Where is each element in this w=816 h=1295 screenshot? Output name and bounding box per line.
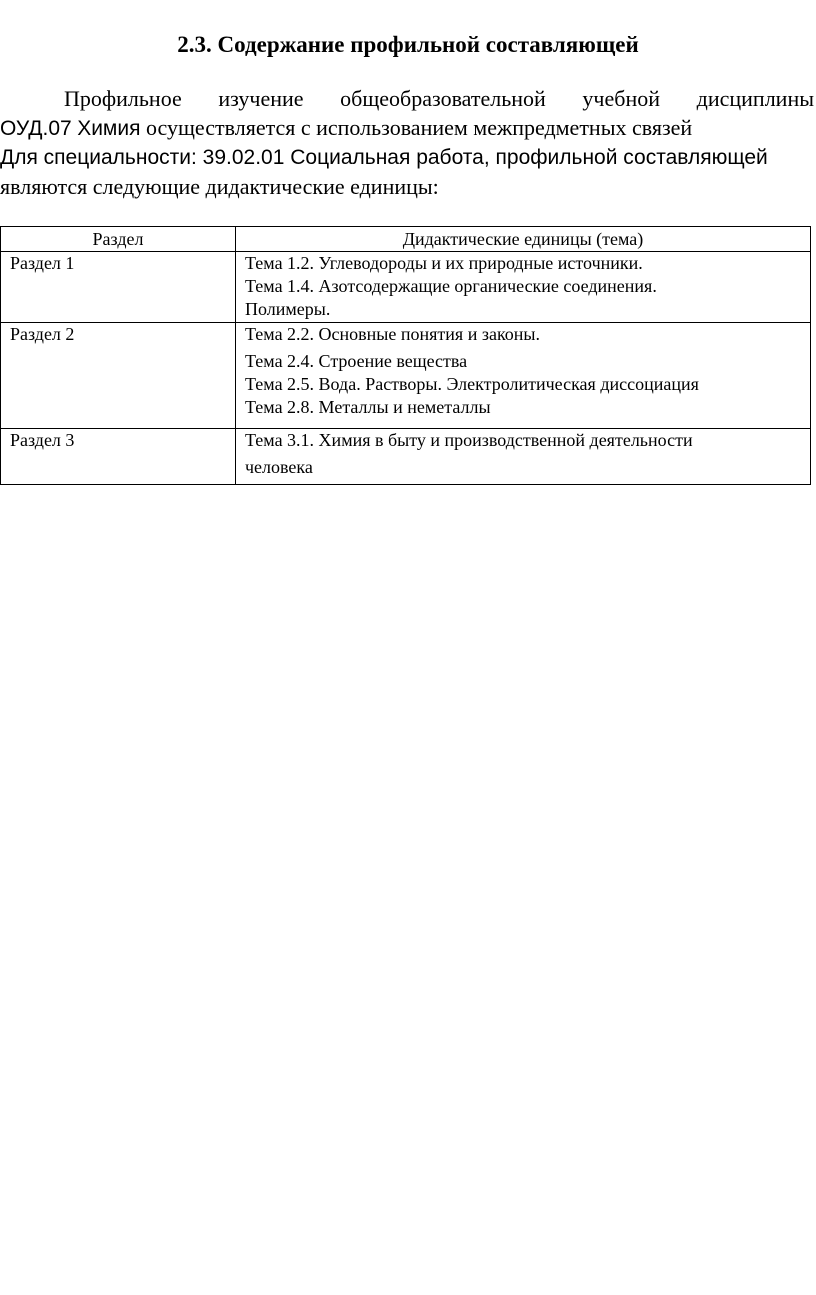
topics-cell — [236, 323, 811, 429]
table-row — [1, 323, 811, 429]
topics-cell — [236, 429, 811, 485]
discipline-code: ОУД.07 — [0, 117, 72, 140]
topic-item: Тема 3.1. Химия в быту и производственной деятельности — [245, 430, 693, 450]
topic-item: человека — [245, 457, 313, 477]
intro-line-3: Для специальности: 39.02.01 Социальная работа, профильной составляющей — [0, 146, 768, 169]
intro-paragraph — [0, 84, 814, 201]
topic-item: Тема 1.4. Азотсодержащие органические соединения. — [245, 276, 657, 296]
section-cell: Раздел 2 — [1, 323, 236, 429]
topics-cell — [236, 252, 811, 323]
discipline-name: Химия — [77, 117, 141, 140]
didactic-units-table — [0, 226, 811, 485]
table-row — [1, 429, 811, 485]
header-section: Раздел — [1, 227, 236, 252]
section-cell: Раздел 3 — [1, 429, 236, 485]
intro-line-4: являются следующие дидактические единицы: — [0, 174, 439, 199]
topic-item: Полимеры. — [245, 299, 331, 319]
topic-item: Тема 2.8. Металлы и неметаллы — [245, 397, 491, 417]
topic-item: Тема 2.5. Вода. Растворы. Электролитическая диссоциация — [245, 374, 699, 394]
intro-line-2 — [0, 113, 814, 143]
header-topics: Дидактические единицы (тема) — [236, 227, 811, 252]
table-row — [1, 252, 811, 323]
topic-item: Тема 1.2. Углеводороды и их природные источники. — [245, 253, 643, 273]
table-header-row — [1, 227, 811, 252]
topic-item: Тема 2.2. Основные понятия и законы. — [245, 324, 541, 344]
section-heading: 2.3. Содержание профильной составляющей — [177, 32, 639, 57]
topic-item: Тема 2.4. Строение вещества — [245, 351, 468, 371]
section-cell: Раздел 1 — [1, 252, 236, 323]
intro-line-2-rest: осуществляется с использованием межпредметных связей — [145, 115, 693, 140]
intro-line-1: Профильное изучение общеобразовательной учебной дисциплины — [64, 86, 814, 111]
